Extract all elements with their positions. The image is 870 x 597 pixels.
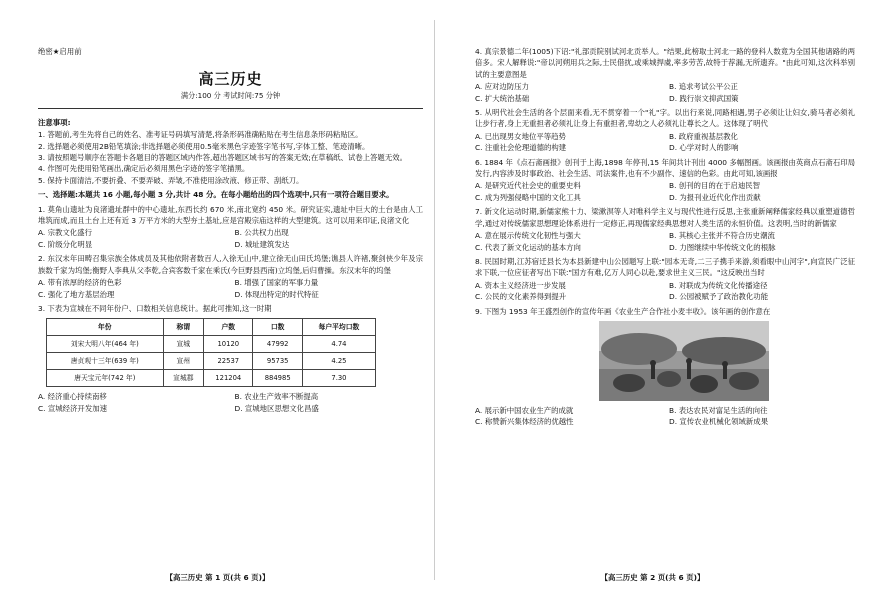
- option-b: B. 其核心主张并不符合历史潮流: [669, 231, 775, 241]
- exam-meta: 满分:100 分 考试时间:75 分钟: [180, 91, 281, 101]
- option-c: C. 强化了地方基层治理: [38, 289, 115, 299]
- harvest-painting-image: [599, 321, 769, 401]
- note-item: 1. 答题前,考生先将自己的姓名、准考证号码填写清楚,将条形码准确粘贴在考生信息条形码粘贴区。: [38, 130, 363, 140]
- question-2-options: [38, 277, 423, 300]
- table-row: [47, 370, 376, 387]
- table-row: [47, 336, 376, 353]
- harvest-painting-illustration: [599, 321, 769, 401]
- option-a: A. 带有浓厚的经济的色彩: [38, 278, 122, 288]
- question-4-stem: 4. 真宗景德二年(1005)下诏:"礼部贡院别试河北贡举人。"结果,此榜取士河北一路的登科人数竟为全国其他诸路的两倍多。宋人解释说:"帝以河朔用兵之际,士民借扰,或乘城捍虞,率多劳苦,故特于荐漏,无所遗弃。"由此可知,这次科举别试的主要意图是: [475, 47, 855, 79]
- note-item: 3. 请按照题号顺序在答题卡各题目的答题区域内作答,超出答题区域书写的答案无效;在草稿纸、试卷上答题无效。: [38, 153, 407, 163]
- question-6-stem: 6. 1884 年《点石斋画报》创刊于上海,1898 年停刊,15 年间共计刊出 4000 多幅图画。该画报由英商点石斋石印局发行,内容涉及时事政治、社会生活、司法案件,也有不少副作、速信的色彩。由此可知,该画报: [475, 157, 855, 179]
- option-c: C. 宣城经济开发加速: [38, 403, 107, 413]
- household-table: [46, 318, 376, 387]
- table-cell: 22537: [204, 353, 253, 370]
- question-2-stem: 2. 东汉末年田畴召集宗族全体成员及其他依附者数百人,入徐无山中,建立徐无山田氏坞堡;谯县人许褚,聚剑侠少年及宗族数千家为坞堡;衡野人李典从父李乾,合宾客数千家在乘氏(今巨野县西南)立坞堡,后归曹操。东汉末年的坞堡: [38, 254, 423, 275]
- question-5-options: [475, 131, 855, 154]
- question-1-stem: 1. 莫角山遗址为良渚遗址群中的中心遗址,东西长约 670 米,南北宽约 450 米。研究证实,遗址中巨大的土台是由人工堆筑而成,而且土台上还有近 3 万平方米的大型夯土基址,应是宫殿宗庙这样的大型建筑。这可以用来印证,良渚文化: [38, 204, 423, 226]
- note-item: 4. 作图可先使用铅笔画出,确定后必须用黑色字迹的签字笔描黑。: [38, 164, 250, 174]
- question-8-options: [475, 280, 855, 303]
- option-b: B. 农业生产效率不断提高: [234, 392, 319, 402]
- question-8-stem: 8. 民国时期,江苏宿迁县长为本县新建中山公园题写上联:"园本无奇,二三子携手来游,须看眼中山河字",向宣民广泛征求下联,一位应征者写出下联:"国方有难,亿万人同心以赴,要求世主义三民。"这反映出当时: [475, 256, 855, 278]
- table-header-cell: 户数: [204, 319, 253, 336]
- table-header-cell: 口数: [253, 319, 302, 336]
- option-d: D. 城址建筑发达: [234, 239, 290, 249]
- option-a: A. 意在展示传统文化韧性与强大: [475, 231, 581, 241]
- table-cell: 7.30: [302, 370, 375, 387]
- option-c: C. 阶级分化明显: [38, 239, 93, 249]
- notes-heading: 注意事项:: [38, 117, 71, 127]
- option-b: B. 对联成为传统文化传播途径: [669, 280, 768, 290]
- option-a: A. 已出现男女地位平等趋势: [475, 131, 566, 141]
- option-b: B. 创刊的目的在于启迪民智: [669, 181, 761, 191]
- question-9-stem: 9. 下图为 1953 年王盛烈创作的宣传年画《农业生产合作社小麦丰收》。该年画的创作意在: [475, 306, 771, 316]
- table-cell: 4.74: [302, 336, 375, 353]
- question-1-options: [38, 227, 423, 250]
- option-d: D. 践行崇文抑武国策: [669, 93, 739, 103]
- table-cell: 唐天宝元年(742 年): [47, 370, 164, 387]
- table-cell: 95735: [253, 353, 302, 370]
- option-d: D. 心学对时人的影响: [669, 143, 739, 153]
- option-d: D. 宣城地区思想文化昌盛: [234, 403, 319, 413]
- table-header-row: [47, 319, 376, 336]
- option-b: B. 政府重视基层教化: [669, 131, 738, 141]
- option-c: C. 成为列强侵略中国的文化工具: [475, 192, 581, 202]
- question-4-options: [475, 81, 855, 104]
- note-item: 2. 选择题必须使用2B铅笔填涂;非选择题必须使用0.5毫米黑色字迹签字笔书写,字体工整、笔迹清晰。: [38, 141, 370, 151]
- table-cell: 宣城: [163, 336, 204, 353]
- table-cell: 4.25: [302, 353, 375, 370]
- table-row: [47, 353, 376, 370]
- question-3-stem: 3. 下表为宣城在不同年份户、口数相关信息统计。据此可推知,这一时期: [38, 303, 272, 313]
- title-rule: [38, 108, 423, 109]
- question-5-stem: 5. 从明代社会生活的各个层面来看,无不贯穿着一个"礼"字。以出行来说,同路相遇,男子必须让让妇女,骑马者必须礼让步行者,身上无重担者必须礼让身上有重担者,卑幼之人必须礼让尊长之人。这体现了明代: [475, 108, 855, 129]
- table-cell: 10120: [204, 336, 253, 353]
- option-c: C. 扩大统治基础: [475, 93, 530, 103]
- question-7-options: [475, 230, 855, 253]
- option-d: D. 宣传农业机械化领域新成果: [669, 417, 769, 427]
- question-7-stem: 7. 新文化运动时期,新儒家熊十力、梁漱溟等人对唯科学主义与现代性进行反思,主张重新阐释儒家经典以重塑道德哲学,通过对传统儒家思想理论体系进行一定修正,再现儒家经典思想对人类生活的永恒价值。这表明,当时的新儒家: [475, 207, 855, 228]
- table-cell: 唐贞观十三年(639 年): [47, 353, 164, 370]
- page-footer: 【高三历史 第 2 页(共 6 页)】: [600, 573, 705, 582]
- table-cell: 宣城郡: [163, 370, 204, 387]
- table-cell: 47992: [253, 336, 302, 353]
- option-b: B. 表达农民对富足生活的向往: [669, 405, 768, 415]
- option-d: D. 为报刊业近代化作出贡献: [669, 192, 761, 202]
- secret-label: 绝密★启用前: [38, 47, 82, 56]
- option-a: A. 宗教文化盛行: [38, 228, 92, 238]
- option-a: A. 资本主义经济进一步发展: [475, 280, 566, 290]
- option-c: C. 注重社会伦理道德的构建: [475, 143, 567, 153]
- option-a: A. 是研究近代社会史的重要史料: [475, 181, 581, 191]
- table-cell: 刘宋大明八年(464 年): [47, 336, 164, 353]
- table-header-cell: 年份: [47, 319, 164, 336]
- table-header-cell: 每户平均口数: [302, 319, 375, 336]
- option-b: B. 增强了国家的军事力量: [234, 278, 319, 288]
- table-header-cell: 称谓: [163, 319, 204, 336]
- section-heading: 一、选择题:本题共 16 小题,每小题 3 分,共计 48 分。在每小题给出的四个选项中,只有一项符合题目要求。: [38, 190, 394, 200]
- option-a: A. 展示新中国农业生产的成就: [475, 405, 574, 415]
- option-c: C. 称赞新兴集体经济的优越性: [475, 417, 574, 427]
- option-d: D. 力图继续中华传统文化的根脉: [669, 242, 776, 252]
- table-cell: 121204: [204, 370, 253, 387]
- exam-page-2: [435, 0, 870, 597]
- option-c: C. 公民的文化素养得到提升: [475, 292, 567, 302]
- option-d: D. 体现出特定的时代特征: [234, 289, 319, 299]
- question-3-options: [38, 391, 423, 414]
- note-item: 5. 保持卡面清洁,不要折叠、不要弄破、弄皱,不准使用涂改液、修正带、刮纸刀。: [38, 175, 304, 185]
- table-cell: 884985: [253, 370, 302, 387]
- option-b: B. 追求考试公平公正: [669, 82, 738, 92]
- option-a: A. 经济重心持续南移: [38, 392, 107, 402]
- option-a: A. 应对边防压力: [475, 82, 529, 92]
- question-6-options: [475, 180, 855, 203]
- exam-title: 高三历史: [198, 70, 263, 89]
- option-c: C. 代表了新文化运动的基本方向: [475, 242, 581, 252]
- table-cell: 宣州: [163, 353, 204, 370]
- option-b: B. 公共权力出现: [234, 228, 289, 238]
- question-9-options: [475, 405, 855, 428]
- page-footer: 【高三历史 第 1 页(共 6 页)】: [165, 573, 270, 582]
- option-d: D. 公园被赋予了政治教化功能: [669, 292, 769, 302]
